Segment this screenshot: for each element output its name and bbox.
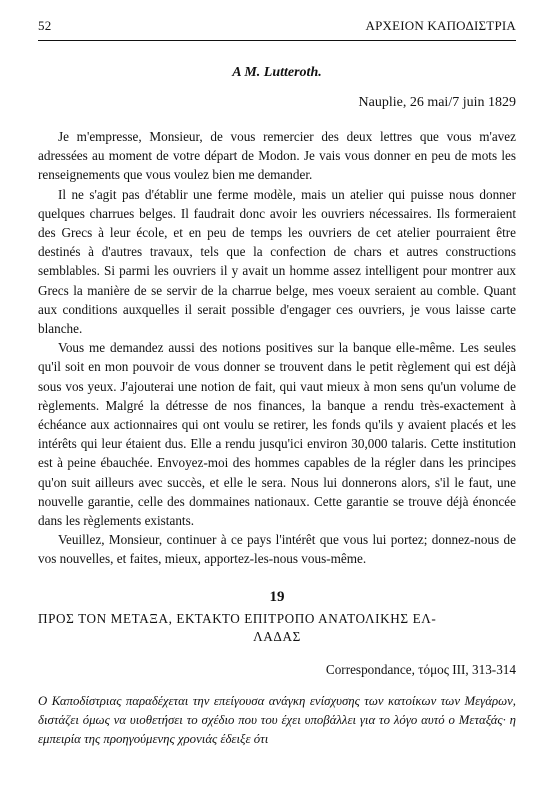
letter-dateline: Nauplie, 26 mai/7 juin 1829 (358, 95, 516, 110)
letter-addressee: A M. Lutteroth. (232, 65, 322, 80)
page-number: 52 (38, 18, 52, 33)
document-title-line-1: ΠΡΟΣ ΤΟΝ ΜΕΤΑΞΑ, ΕΚΤΑΚΤΟ ΕΠΙΤΡΟΠΟ ΑΝΑΤΟΛΙΚΗΣ ΕΛ- (38, 610, 437, 626)
running-header (38, 18, 516, 41)
letter-paragraph: Vous me demandez aussi des notions positives sur la banque elle-même. Les seules qu'il soit en mon pouvoir de vous donner se trouvent dans le petit règlement qui est déjà sous vos yeux. J'ajouterai une notion de fait, qui vaut mieux à mon sens qu'un volume de règlements. Malgré la détresse de nos finances, la banque a rendu très-exactement à échéance aux actionnaires qui ont voulu se retirer, les fonds qu'ils y avaient placés et les intérêts qui leur étaient dus. Elle a rendu jusqu'ici environ 30,000 talaris. Cette institution est à peine ébauchée. Envoyez-moi des hommes capables de la régler dans les principes qu'on suit ailleurs avec succès, et elle le sera. Nous lui donnerons alors, s'il le faut, une nouvelle garantie, celle des dommaines nationaux. Cette garantie se trouve déjà énoncée dans les règlements existants. (38, 340, 516, 529)
document-title-line-2: ΛΑΔΑΣ (253, 628, 301, 644)
document-title (38, 610, 516, 646)
document-source: Correspondance, τόμος III, 313-314 (325, 661, 516, 677)
letter-paragraph: Il ne s'agit pas d'établir une ferme modèle, mais un atelier qui puisse nous donner quelques charrues belges. Il faudrait donc avoir les ouvriers nécessaires. Ils formeraient des Grecs à leur école, et en peu de temps les ouvriers de cet atelier pourraient être destinés à d'autres travaux, tels que la confection de chars et autres constructions semblables. Si parmi les ouvriers il y avait un homme assez intelligent pour montrer aux Grecs la manière de se servir de la charrue belge, mes voeux seraient au comble. Quant aux conditions auxquelles il serait possible d'engager ces ouvriers, je vous laisse carte blanche. (38, 186, 516, 337)
letter-body (38, 127, 516, 569)
letter-paragraph: Veuillez, Monsieur, continuer à ce pays l'intérêt que vous lui portez; donnez-nous de vos nouvelles, et faites, mieux, apportez-les-nous vous-même. (38, 532, 516, 567)
document-number: 19 (269, 588, 285, 605)
running-title: ΑΡΧΕΙΟΝ ΚΑΠΟΔΙΣΤΡΙΑ (365, 18, 516, 33)
document-summary: Ο Καποδίστριας παραδέχεται την επείγουσα ανάγκη ενίσχυσης των κατοίκων των Μεγάρων, διστάζει όμως να υιοθετήσει το σχέδιο που του έχει υποβάλλει για το λόγο αυτό ο Μεταξάς· η εμπειρία της προηγούμενης χρονιάς έδειξε ότι (38, 693, 516, 746)
letter-paragraph: Je m'empresse, Monsieur, de vous remercier des deux lettres que vous m'avez adressées au moment de votre départ de Modon. Je vais vous donner en peu de mots les renseignements que vous voulez bien me demander. (38, 129, 516, 183)
